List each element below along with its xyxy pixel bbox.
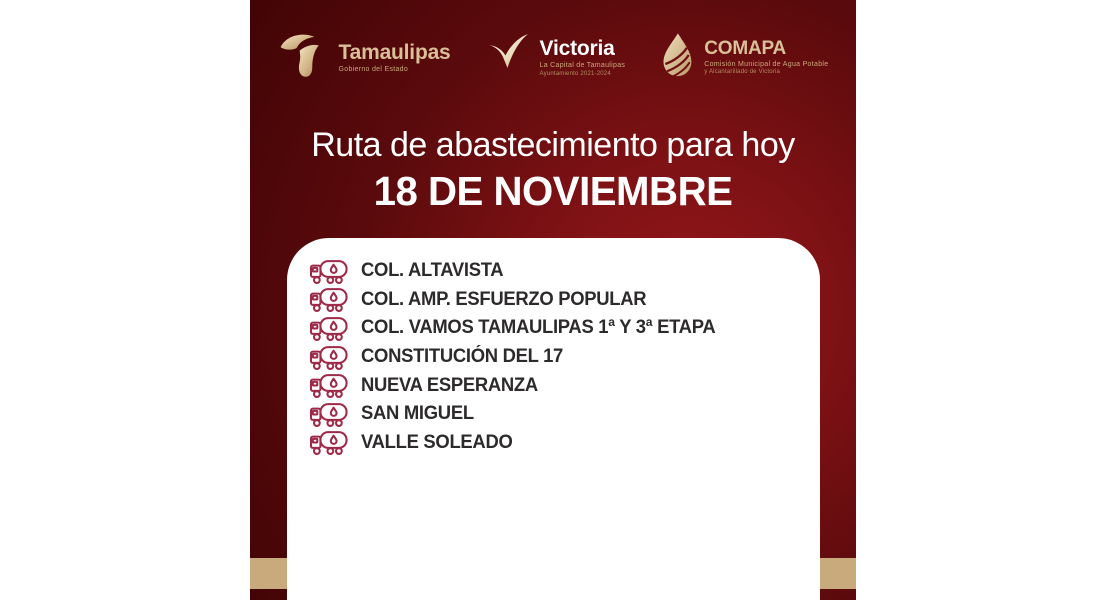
victoria-logo-name: Victoria	[539, 37, 615, 61]
routes-list	[287, 238, 820, 457]
title-block	[250, 126, 856, 215]
route-item	[309, 343, 800, 372]
poster-date: 18 DE NOVIEMBRE	[373, 168, 733, 214]
victoria-logo	[485, 32, 626, 83]
route-label: CONSTITUCIÓN DEL 17	[361, 346, 564, 368]
water-truck-icon	[309, 429, 349, 456]
water-truck-icon	[309, 372, 349, 399]
tamaulipas-logo-subtitle: Gobierno del Estado	[338, 65, 409, 73]
route-item	[309, 286, 800, 315]
logo-row	[250, 30, 856, 85]
water-truck-icon	[309, 315, 349, 342]
victoria-logo-subtitle2: Ayuntamiento 2021-2024	[539, 70, 611, 77]
route-item	[309, 371, 800, 400]
tamaulipas-logo	[278, 30, 451, 85]
water-truck-icon	[309, 401, 349, 428]
tamaulipas-t-icon	[278, 30, 330, 85]
route-label: COL. AMP. ESFUERZO POPULAR	[361, 288, 647, 310]
comapa-logo-name: COMAPA	[704, 38, 787, 60]
water-truck-icon	[309, 344, 349, 371]
routes-card	[287, 238, 820, 600]
tamaulipas-logo-name: Tamaulipas	[338, 40, 451, 64]
victoria-logo-subtitle: La Capital de Tamaulipas	[539, 62, 626, 70]
tan-accent-square-left	[250, 558, 287, 589]
route-item	[309, 314, 800, 343]
poster-title: Ruta de abastecimiento para hoy	[311, 126, 795, 164]
route-item	[309, 257, 800, 286]
comapa-logo	[659, 31, 828, 84]
victoria-check-icon	[485, 32, 531, 83]
tan-accent-square-right	[820, 558, 856, 589]
comapa-logo-subtitle: Comisión Municipal de Agua Potable	[704, 61, 829, 69]
water-truck-icon	[309, 258, 349, 285]
comapa-drop-icon	[659, 31, 695, 84]
route-label: NUEVA ESPERANZA	[361, 374, 538, 396]
route-label: VALLE SOLEADO	[361, 431, 513, 453]
route-item	[309, 429, 800, 458]
route-label: COL. ALTAVISTA	[361, 260, 504, 282]
route-label: SAN MIGUEL	[361, 403, 474, 425]
comapa-logo-subtitle2: y Alcantarillado de Victoria	[704, 69, 781, 76]
water-route-poster	[250, 0, 856, 600]
route-item	[309, 400, 800, 429]
water-truck-icon	[309, 286, 349, 313]
route-label: COL. VAMOS TAMAULIPAS 1ª Y 3ª ETAPA	[361, 317, 716, 339]
